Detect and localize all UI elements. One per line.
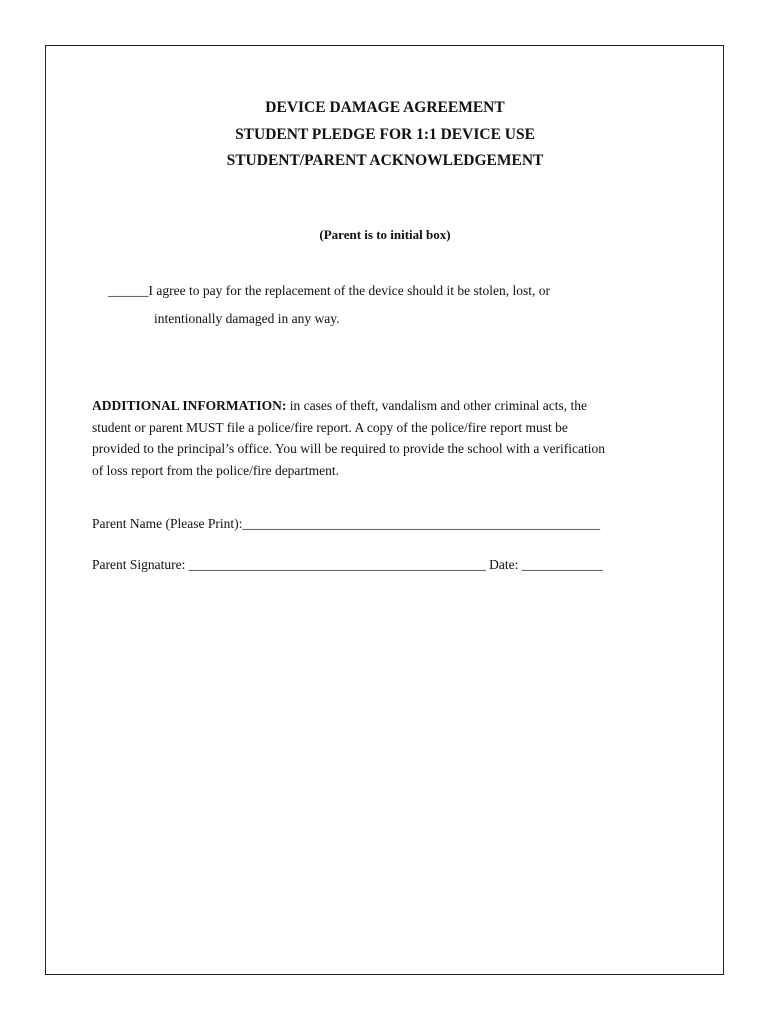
- date-field[interactable]: Date: ____________: [485, 557, 603, 572]
- additional-info-line-4: of loss report from the police/fire department.: [92, 462, 340, 478]
- signature-row: [92, 557, 682, 573]
- initial-instruction: (Parent is to initial box): [319, 227, 451, 242]
- pledge-continuation: intentionally damaged in any way.: [154, 311, 340, 326]
- additional-info-line-1: [92, 395, 682, 417]
- parent-name-field[interactable]: Parent Name (Please Print):_____________________________________________________: [92, 516, 601, 531]
- pledge-initial-line[interactable]: ______I agree to pay for the replacement of the device should it be stolen, lost, or: [108, 283, 550, 298]
- title-acknowledgement: STUDENT/PARENT ACKNOWLEDGEMENT: [226, 152, 544, 169]
- additional-info-text-1: in cases of theft, vandalism and other criminal acts, the: [286, 398, 588, 413]
- title-student-pledge: STUDENT PLEDGE FOR 1:1 DEVICE USE: [235, 125, 535, 143]
- parent-signature-field[interactable]: Parent Signature: ____________________________________________: [92, 557, 486, 572]
- additional-information: [92, 395, 682, 481]
- additional-info-label: ADDITIONAL INFORMATION:: [92, 398, 287, 413]
- page-border: [45, 45, 724, 975]
- additional-info-line-3: provided to the principal’s office. You will be required to provide the school with a verification: [92, 441, 606, 456]
- additional-info-line-2: student or parent MUST file a police/fire report. A copy of the police/fire report must be: [92, 419, 568, 435]
- document-title-block: [0, 95, 770, 175]
- title-device-damage-agreement: DEVICE DAMAGE AGREEMENT: [265, 99, 505, 116]
